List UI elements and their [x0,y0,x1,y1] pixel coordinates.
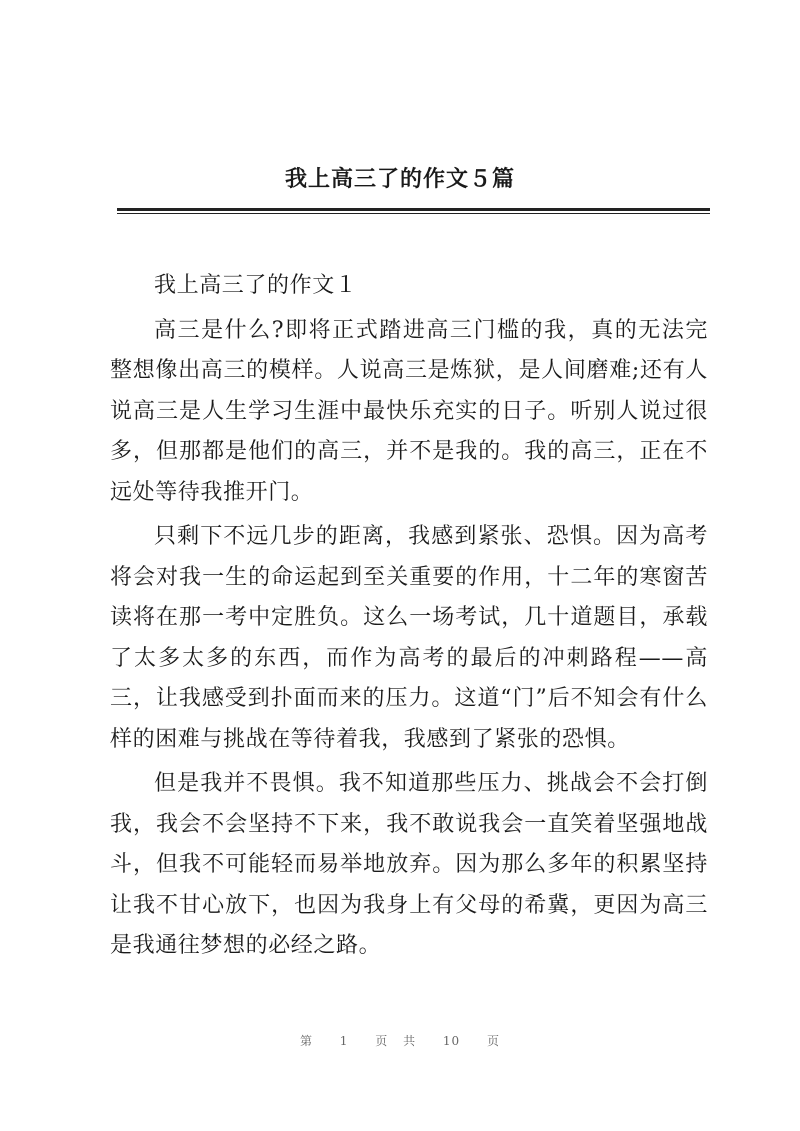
document-title: 我上高三了的作文５篇 [284,167,515,192]
document-body [110,266,708,967]
footer-page-current: 1 [339,1034,349,1048]
footer-label-ye-gong: 页 共 [375,1034,417,1048]
footer-label-ye: 页 [487,1034,501,1048]
footer-label-di: 第 [299,1034,313,1048]
paragraph-3: 但是我并不畏惧。我不知道那些压力、挑战会不会打倒我，我会不会坚持不下来，我不敢说我会一直笑着坚强地战斗，但我不可能轻而易举地放弃。因为那么多年的积累坚持让我不甘心放下，也因为我身上有父母的希冀，更因为高三是我通往梦想的必经之路。 [110,771,708,958]
paragraph-1: 高三是什么?即将正式踏进高三门槛的我，真的无法完整想像出高三的模样。人说高三是炼狱，是人间磨难;还有人说高三是人生学习生涯中最快乐充实的日子。听别人说过很多，但那都是他们的高三，并不是我的。我的高三，正在不远处等待我推开门。 [110,317,708,505]
page-footer [0,1032,800,1049]
paragraph-2: 只剩下不远几步的距离，我感到紧张、恐惧。因为高考将会对我一生的命运起到至关重要的作用，十二年的寒窗苦读将在那一考中定胜负。这么一场考试，几十道题目，承载了太多太多的东西，而作为高考的最后的冲刺路程——高三，让我感受到扑面而来的压力。这道“门”后不知会有什么样的困难与挑战在等待着我，我感到了紧张的恐惧。 [110,524,708,752]
title-double-rule [117,208,710,211]
section-heading: 我上高三了的作文１ [154,273,358,298]
footer-page-total: 10 [442,1034,461,1048]
